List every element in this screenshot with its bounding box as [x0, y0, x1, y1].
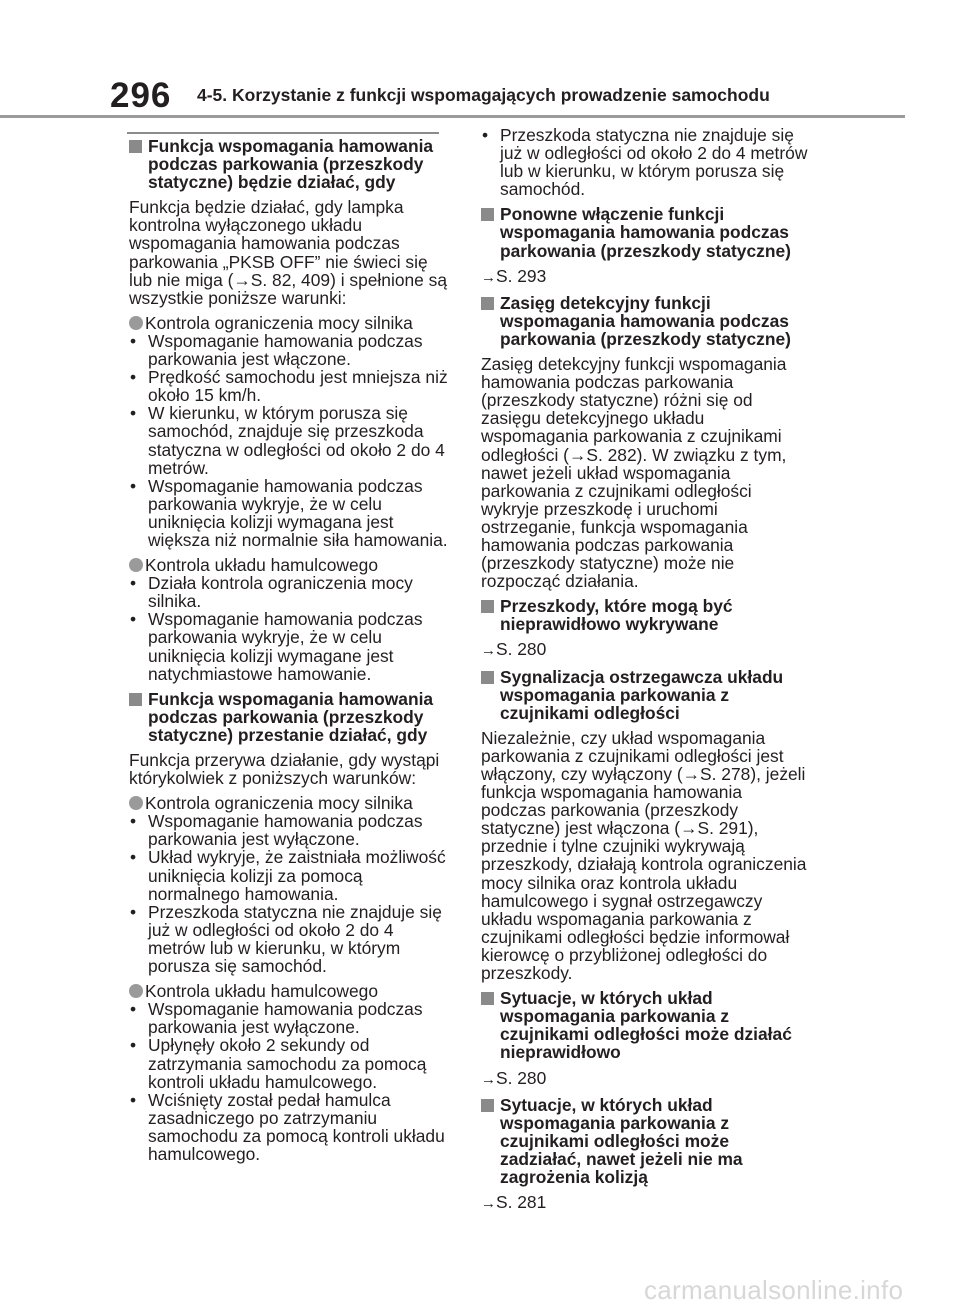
list-item: • Wciśnięty został pedał hamulca zasadniczego po zatrzymaniu samochodu za pomocą kontroli układu hamulcowego. [129, 1091, 454, 1163]
square-bullet-icon [129, 693, 142, 706]
chapter-title: 4-5. Korzystanie z funkcji wspomagających prowadzenie samochodu [197, 85, 770, 105]
list-item: • Wspomaganie hamowania podczas parkowania jest włączone. [129, 332, 454, 368]
list-item: • Układ wykryje, że zaistniała możliwość uniknięcia kolizji za pomocą normalnego hamowania. [129, 848, 454, 902]
paragraph: Funkcja będzie działać, gdy lampka kontrolna wyłączonego układu wspomagania hamowania podczas parkowania „PKSB OFF” nie świeci się lub nie miga (→S. 82, 409) i spełnione są wszystkie poniższe warunki: [129, 197, 448, 308]
circle-bullet-icon [129, 558, 143, 572]
page-reference: →S. 281 [481, 1192, 547, 1213]
right-column [481, 126, 811, 1220]
page-reference: →S. 293 [481, 265, 547, 286]
section-heading: Sytuacje, w których układ wspomagania parkowania z czujnikami odległości może działać nieprawidłowo [481, 989, 811, 1061]
section-heading: Zasięg detekcyjny funkcji wspomagania hamowania podczas parkowania (przeszkody statyczne) [481, 294, 811, 348]
section-heading: Ponowne włączenie funkcji wspomagania hamowania podczas parkowania (przeszkody statyczne) [481, 205, 811, 259]
square-bullet-icon [481, 992, 494, 1005]
square-bullet-icon [129, 140, 142, 153]
watermark: carmanualsonline.info [644, 1275, 904, 1305]
section-heading: Przeszkody, które mogą być nieprawidłowo wykrywane [481, 597, 811, 633]
section-heading: Sygnalizacja ostrzegawcza układu wspomagania parkowania z czujnikami odległości [481, 668, 811, 722]
arrow-right-icon: → [481, 1195, 496, 1213]
square-bullet-icon [481, 600, 494, 613]
page-header [0, 0, 960, 120]
square-bullet-icon [481, 297, 494, 310]
bullet-list [129, 574, 454, 683]
page-reference: →S. 280 [481, 1067, 547, 1088]
paragraph: Funkcja przerywa działanie, gdy wystąpi którykolwiek z poniższych warunków: [129, 750, 440, 789]
page-reference: →S. 280 [481, 639, 547, 660]
arrow-right-icon: → [481, 1070, 496, 1088]
condition-heading: Kontrola ograniczenia mocy silnika [129, 794, 454, 812]
arrow-right-icon: → [481, 268, 496, 286]
circle-bullet-icon [129, 316, 143, 330]
list-item: • Wspomaganie hamowania podczas parkowania jest wyłączone. [129, 812, 454, 848]
section-heading: Funkcja wspomagania hamowania podczas parkowania (przeszkody statyczne) przestanie działać, gdy [129, 690, 454, 744]
list-item: • Wspomaganie hamowania podczas parkowania wykryje, że w celu uniknięcia kolizji wymagane jest natychmiastowe hamowanie. [129, 610, 454, 682]
list-item: • Prędkość samochodu jest mniejsza niż około 15 km/h. [129, 368, 454, 404]
paragraph: Niezależnie, czy układ wspomagania parkowania z czujnikami odległości jest włączony, czy wyłączony (→S. 278), jeżeli funkcja wspomagania hamowania podczas parkowania (przeszkody statyczne) jest włączona (→S. 291), przednie i tylne czujniki wykrywają przeszkody, działają kontrola ograniczenia mocy silnika oraz kontrola układu hamulcowego i sygnał ostrzegawczy układu wspomagania parkowania z czujnikami odległości będzie informował kierowcę o przybliżonej odległości do przeszkody. [481, 727, 807, 984]
list-item: • W kierunku, w którym porusza się samochód, znajduje się przeszkoda statyczna w odległości od około 2 do 4 metrów. [129, 404, 454, 476]
circle-bullet-icon [129, 984, 143, 998]
bullet-list [129, 812, 454, 975]
circle-bullet-icon [129, 796, 143, 810]
list-item: • Przeszkoda statyczna nie znajduje się już w odległości od około 2 do 4 metrów lub w kierunku, w którym porusza się samochód. [481, 126, 811, 198]
list-item: • Upłynęły około 2 sekundy od zatrzymania samochodu za pomocą kontroli układu hamulcowego. [129, 1036, 454, 1090]
condition-heading: Kontrola układu hamulcowego [129, 556, 454, 574]
list-item: • Wspomaganie hamowania podczas parkowania jest wyłączone. [129, 1000, 454, 1036]
section-heading: Funkcja wspomagania hamowania podczas parkowania (przeszkody statyczne) będzie działać, gdy [129, 137, 454, 191]
left-column [129, 137, 454, 1163]
list-item: • Działa kontrola ograniczenia mocy silnika. [129, 574, 454, 610]
square-bullet-icon [481, 208, 494, 221]
bullet-list [129, 1000, 454, 1163]
square-bullet-icon [481, 671, 494, 684]
paragraph: Zasięg detekcyjny funkcji wspomagania hamowania podczas parkowania (przeszkody statyczne) różni się od zasięgu detekcyjnego układu wspomagania parkowania z czujnikami odległości (→S. 282). W związku z tym, nawet jeżeli układ wspomagania parkowania z czujnikami odległości wykryje przeszkodę i uruchomi ostrzeganie, funkcja wspomagania hamowania podczas parkowania (przeszkody statyczne) może nie rozpocząć działania. [481, 354, 787, 592]
arrow-right-icon: → [481, 642, 496, 660]
square-bullet-icon [481, 1099, 494, 1112]
page-number: 296 [110, 76, 172, 115]
bullet-list [481, 126, 811, 198]
condition-heading: Kontrola ograniczenia mocy silnika [129, 314, 454, 332]
list-item: • Wspomaganie hamowania podczas parkowania wykryje, że w celu uniknięcia kolizji wymagana jest większa niż normalnie siła hamowania. [129, 477, 454, 549]
header-divider [0, 115, 905, 118]
condition-heading: Kontrola układu hamulcowego [129, 982, 454, 1000]
bullet-list [129, 332, 454, 549]
section-heading: Sytuacje, w których układ wspomagania parkowania z czujnikami odległości może zadziałać, nawet jeżeli nie ma zagrożenia kolizją [481, 1096, 811, 1186]
list-item: • Przeszkoda statyczna nie znajduje się już w odległości od około 2 do 4 metrów lub w kierunku, w którym porusza się samochód. [129, 903, 454, 975]
column-divider [127, 132, 439, 134]
